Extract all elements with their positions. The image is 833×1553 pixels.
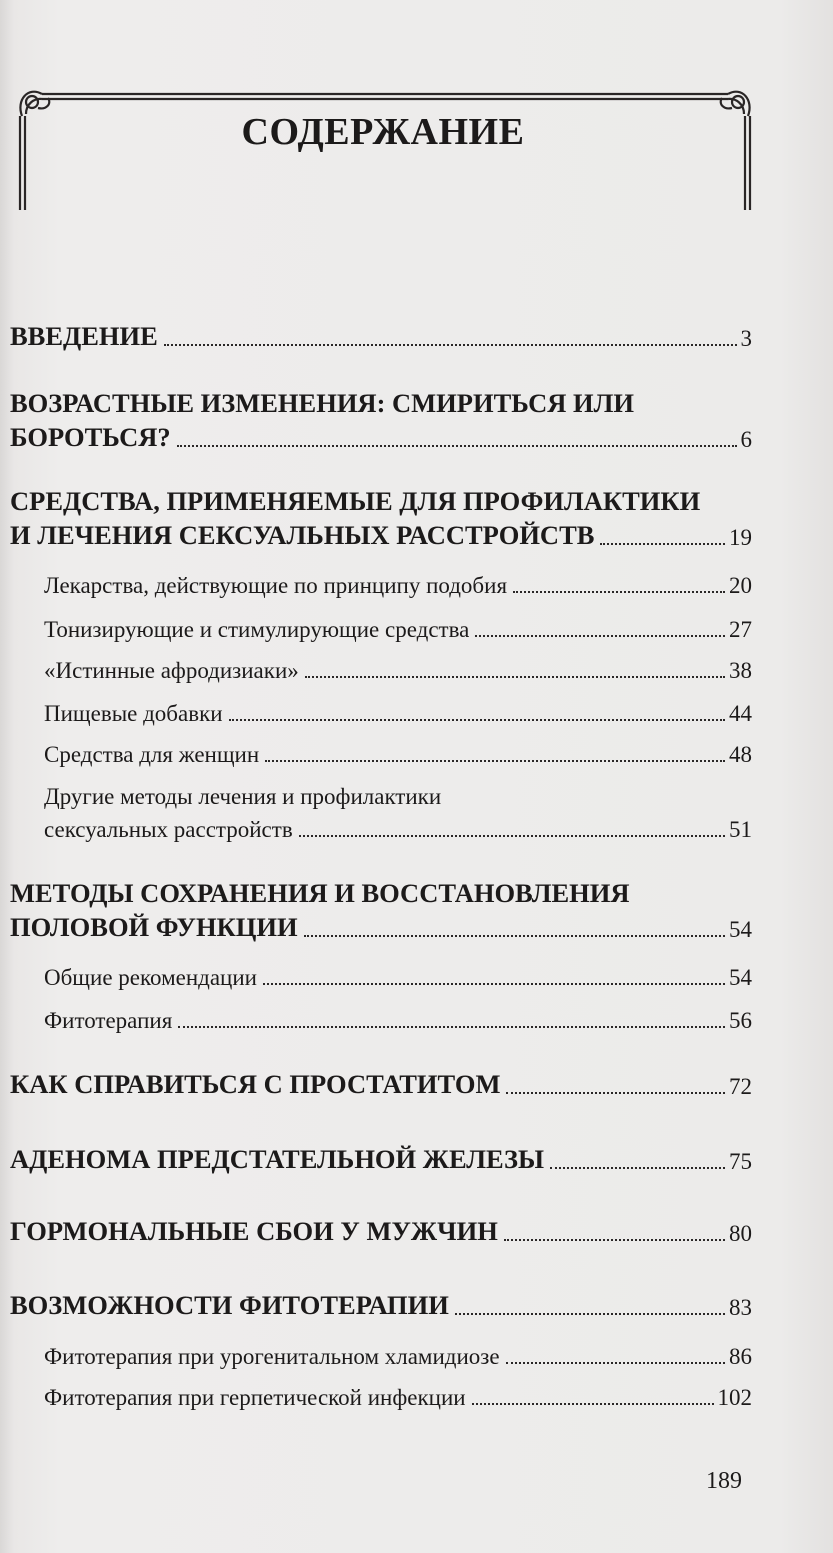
- dot-leader: [299, 835, 725, 837]
- toc-entry-title-line1: ВОЗРАСТНЫЕ ИЗМЕНЕНИЯ: СМИРИТЬСЯ ИЛИ: [10, 388, 634, 418]
- dot-leader: [506, 1362, 725, 1364]
- toc-entry-page: 3: [740, 325, 752, 351]
- dot-leader: [504, 1239, 725, 1241]
- toc-entry-title: Средства для женщин: [44, 742, 260, 767]
- toc-entry-page: 54: [729, 916, 752, 942]
- dot-leader: [513, 591, 725, 593]
- toc-entry-title: КАК СПРАВИТЬСЯ С ПРОСТАТИТОМ: [10, 1069, 501, 1099]
- toc-entry-title: БОРОТЬСЯ?: [10, 422, 171, 452]
- toc-entry-title: АДЕНОМА ПРЕДСТАТЕЛЬНОЙ ЖЕЛЕЗЫ: [10, 1144, 545, 1174]
- toc-entry-adenoma[interactable]: [10, 1146, 752, 1173]
- toc-entry-title: Лекарства, действующие по принципу подобия: [44, 573, 508, 598]
- toc-subentry-chlamydia[interactable]: [44, 1345, 752, 1368]
- toc-heading: СОДЕРЖАНИЕ: [241, 111, 525, 153]
- toc-entry-phytotherapy-options[interactable]: [10, 1292, 752, 1319]
- toc-entry-age-changes[interactable]: [10, 424, 752, 451]
- toc-entry-prostatitis[interactable]: [10, 1071, 752, 1098]
- toc-subentry-similarity-drugs[interactable]: [44, 574, 752, 597]
- toc-entry-title: Фитотерапия при герпетической инфекции: [44, 1385, 466, 1410]
- dot-leader: [178, 1026, 725, 1028]
- page-number: 189: [706, 1468, 742, 1494]
- toc-entry-page: 48: [729, 742, 752, 767]
- dot-leader: [506, 1092, 725, 1094]
- toc-entry-title: ГОРМОНАЛЬНЫЕ СБОИ У МУЖЧИН: [10, 1216, 498, 1246]
- toc-entry-page: 19: [729, 524, 752, 550]
- toc-entry-title: Пищевые добавки: [44, 701, 223, 726]
- toc-subentry-herpes[interactable]: [44, 1386, 752, 1409]
- toc-entry-page: 102: [717, 1385, 752, 1410]
- dot-leader: [265, 760, 725, 762]
- toc-subentry-phytotherapy[interactable]: [44, 1009, 752, 1032]
- toc-entry-title: И ЛЕЧЕНИЯ СЕКСУАЛЬНЫХ РАССТРОЙСТВ: [10, 520, 595, 550]
- toc-subentry-other-methods[interactable]: [44, 818, 752, 841]
- toc-entry-title-line1: СРЕДСТВА, ПРИМЕНЯЕМЫЕ ДЛЯ ПРОФИЛАКТИКИ: [10, 486, 701, 516]
- toc-subentry-women[interactable]: [44, 743, 752, 766]
- toc-entry-title: ПОЛОВОЙ ФУНКЦИИ: [10, 912, 298, 942]
- toc-entry-title: сексуальных расстройств: [44, 817, 293, 842]
- toc-entry-methods[interactable]: [10, 914, 752, 941]
- toc-entry-page: 27: [729, 617, 752, 642]
- toc-entry-title: Фитотерапия: [44, 1008, 173, 1033]
- toc-subentry-general-recommendations[interactable]: [44, 966, 752, 989]
- toc-entry-page: 56: [729, 1008, 752, 1033]
- toc-entry-page: 20: [729, 573, 752, 598]
- dot-leader: [263, 983, 725, 985]
- toc-entry-title: ВОЗМОЖНОСТИ ФИТОТЕРАПИИ: [10, 1290, 449, 1320]
- toc-entry-title-line1: МЕТОДЫ СОХРАНЕНИЯ И ВОССТАНОВЛЕНИЯ: [10, 878, 630, 908]
- toc-entry-page: 51: [729, 817, 752, 842]
- toc-entry-remedies[interactable]: [10, 522, 752, 549]
- dot-leader: [472, 1403, 714, 1405]
- dot-leader: [164, 344, 737, 346]
- toc-entry-title: Фитотерапия при урогенитальном хламидиозе: [44, 1344, 500, 1369]
- toc-entry-title: Тонизирующие и стимулирующие средства: [44, 617, 470, 642]
- toc-entry-page: 72: [729, 1073, 752, 1099]
- toc-entry-hormonal[interactable]: [10, 1218, 752, 1245]
- dot-leader: [177, 445, 737, 447]
- toc-entry-title: Общие рекомендации: [44, 965, 257, 990]
- toc-entry-page: 44: [729, 701, 752, 726]
- toc-subentry-tonic-remedies[interactable]: [44, 618, 752, 641]
- toc-entry-page: 80: [729, 1220, 752, 1246]
- toc-entry-title: ВВЕДЕНИЕ: [10, 321, 158, 351]
- toc-entry-page: 75: [729, 1148, 752, 1174]
- dot-leader: [304, 935, 725, 937]
- toc-subentry-supplements[interactable]: [44, 702, 752, 725]
- toc-subentry-title-line1: Другие методы лечения и профилактики: [44, 784, 442, 809]
- toc-entry-page: 54: [729, 965, 752, 990]
- dot-leader: [550, 1167, 725, 1169]
- toc-entry-page: 6: [740, 426, 752, 452]
- toc-entry-title: «Истинные афродизиаки»: [44, 658, 299, 683]
- dot-leader: [600, 543, 725, 545]
- toc-entry-page: 38: [729, 658, 752, 683]
- toc-entry-page: 86: [729, 1344, 752, 1369]
- dot-leader: [475, 635, 725, 637]
- dot-leader: [455, 1313, 725, 1315]
- toc-entry-page: 83: [729, 1294, 752, 1320]
- dot-leader: [229, 719, 725, 721]
- dot-leader: [305, 676, 725, 678]
- toc-entry-introduction[interactable]: [10, 323, 752, 350]
- toc-subentry-aphrodisiacs[interactable]: [44, 659, 752, 682]
